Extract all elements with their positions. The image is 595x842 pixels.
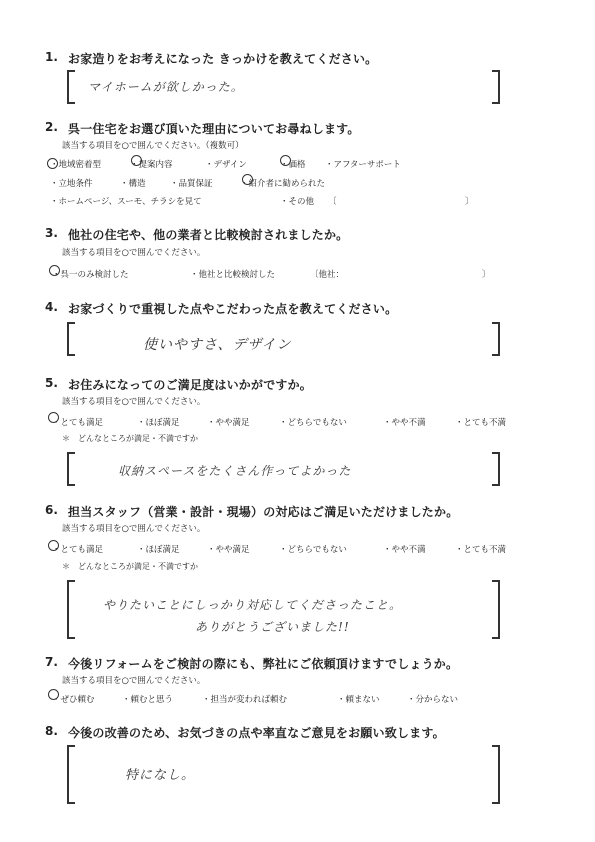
q1-answer[interactable]: マイホームが欲しかった。 [88,80,244,94]
q8-answer[interactable]: 特になし。 [125,768,196,783]
q8-answer-bracket-right [492,745,500,804]
q2-option-local[interactable]: ・地域密着型 [50,160,102,170]
q2-other-brace-open: 〔 [328,197,337,207]
q7-number: 7. [45,655,58,669]
q7-option-not-sure[interactable]: ・分からない [407,695,459,705]
q6-option-somewhat-satisfied[interactable]: ・やや満足 [207,545,250,555]
q2-option-referral-circle-mark [242,174,253,185]
q7-option-probably[interactable]: ・頼むと思う [122,695,174,705]
q5-note: ＊ どんなところが満足・不満ですか [62,434,198,443]
q2-instruction: 該当する項目を○で囲んでください。（複数可） [62,141,244,151]
q1-question: お家造りをお考えになった きっかけを教えてください。 [68,52,378,66]
q2-option-location[interactable]: ・立地条件 [50,179,93,189]
q2-option-price-circle-mark [280,155,291,166]
q7-question: 今後リフォームをご検討の際にも、弊社にご依頼頂けますでしょうか。 [68,657,459,671]
q6-option-very-satisfied-circle-mark [48,540,59,551]
q6-option-neutral[interactable]: ・どちらでもない [279,545,347,555]
q6-option-very-dissatisfied[interactable]: ・とても不満 [455,545,507,555]
q5-number: 5. [45,376,58,390]
q5-option-very-dissatisfied[interactable]: ・とても不満 [455,418,507,428]
q5-instruction: 該当する項目を○で囲んでください。 [62,397,206,407]
q6-option-very-satisfied[interactable]: ・とても満足 [52,545,104,555]
q6-answer-bracket-left [67,580,75,639]
q8-number: 8. [45,724,58,738]
q6-answer-line2[interactable]: ありがとうございました!! [195,620,350,634]
q6-option-mostly-satisfied[interactable]: ・ほぼ満足 [137,545,180,555]
q3-other-label: 〔他社： [310,270,345,280]
q3-other-brace-close: 〕 [482,270,491,280]
q2-option-local-circle-mark [47,158,58,169]
q3-instruction: 該当する項目を○で囲んでください。 [62,248,206,258]
q5-option-mostly-satisfied[interactable]: ・ほぼ満足 [137,418,180,428]
q8-question: 今後の改善のため、お気づきの点や率直なご意見をお願い致します。 [68,726,445,740]
q5-answer-bracket-left [67,452,75,486]
q5-answer-bracket-right [492,452,500,486]
q5-question: お住みになってのご満足度はいかがですか。 [68,378,313,392]
q4-answer-bracket-left [67,322,75,356]
q5-answer[interactable]: 収納スペースをたくさん作ってよかった [118,464,352,478]
q6-option-somewhat-dissatisfied[interactable]: ・やや不満 [383,545,426,555]
q5-option-neutral[interactable]: ・どちらでもない [279,418,347,428]
q4-answer[interactable]: 使いやすさ、デザイン [143,337,292,353]
q2-option-aftersupport[interactable]: ・アフターサポート [325,160,401,170]
q7-option-no[interactable]: ・頼まない [337,695,380,705]
q2-option-proposal[interactable]: ・提案内容 [130,160,173,170]
q3-number: 3. [45,226,58,240]
q5-option-somewhat-satisfied[interactable]: ・やや満足 [207,418,250,428]
q1-answer-bracket-left [67,70,75,104]
q1-number: 1. [45,50,58,64]
q5-option-somewhat-dissatisfied[interactable]: ・やや不満 [383,418,426,428]
q7-option-if-staff-changes[interactable]: ・担当が変われば頼む [202,695,288,705]
q4-answer-bracket-right [492,322,500,356]
q3-question: 他社の住宅や、他の業者と比較検討されましたか。 [68,228,349,242]
q8-answer-bracket-left [67,745,75,804]
q6-note: ＊ どんなところが満足・不満ですか [62,562,198,571]
q2-other-brace-close: 〕 [465,197,474,207]
q4-question: お家づくりで重視した点やこだわった点を教えてください。 [68,302,398,316]
q6-question: 担当スタッフ（営業・設計・現場）の対応はご満足いただけましたか。 [68,505,459,519]
q2-option-homepage[interactable]: ・ホームページ、スーモ、チラシを見て [50,197,202,207]
q3-option-only-kureichi-circle-mark [49,265,60,276]
q6-answer-bracket-right [492,580,500,639]
q2-option-proposal-circle-mark [131,155,142,166]
q1-answer-bracket-right [492,70,500,104]
q2-option-quality[interactable]: ・品質保証 [170,179,213,189]
q6-answer-line1[interactable]: やりたいことにしっかり対応してくださったこと。 [103,598,403,612]
q2-option-structure[interactable]: ・構造 [120,179,146,189]
q5-option-very-satisfied-circle-mark [48,412,59,423]
q4-number: 4. [45,300,58,314]
q3-option-only-kureichi[interactable]: ・呉一のみ検討した [52,270,129,280]
q2-option-other[interactable]: ・その他 [280,197,315,207]
q7-option-definitely-circle-mark [48,689,59,700]
q2-question: 呉一住宅をお選び頂いた理由についてお尋ねします。 [68,122,360,136]
q7-instruction: 該当する項目を○で囲んでください。 [62,676,206,686]
q7-option-definitely[interactable]: ・ぜひ頼む [52,695,95,705]
q6-number: 6. [45,503,58,517]
q2-option-design[interactable]: ・デザイン [205,160,247,170]
q2-number: 2. [45,120,58,134]
q3-option-compared[interactable]: ・他社と比較検討した [190,270,276,280]
q2-option-price[interactable]: ・価格 [280,160,306,170]
q6-instruction: 該当する項目を○で囲んでください。 [62,524,206,534]
q2-option-referral[interactable]: ・紹介者に勧められた [240,179,326,189]
q5-option-very-satisfied[interactable]: ・とても満足 [52,418,104,428]
